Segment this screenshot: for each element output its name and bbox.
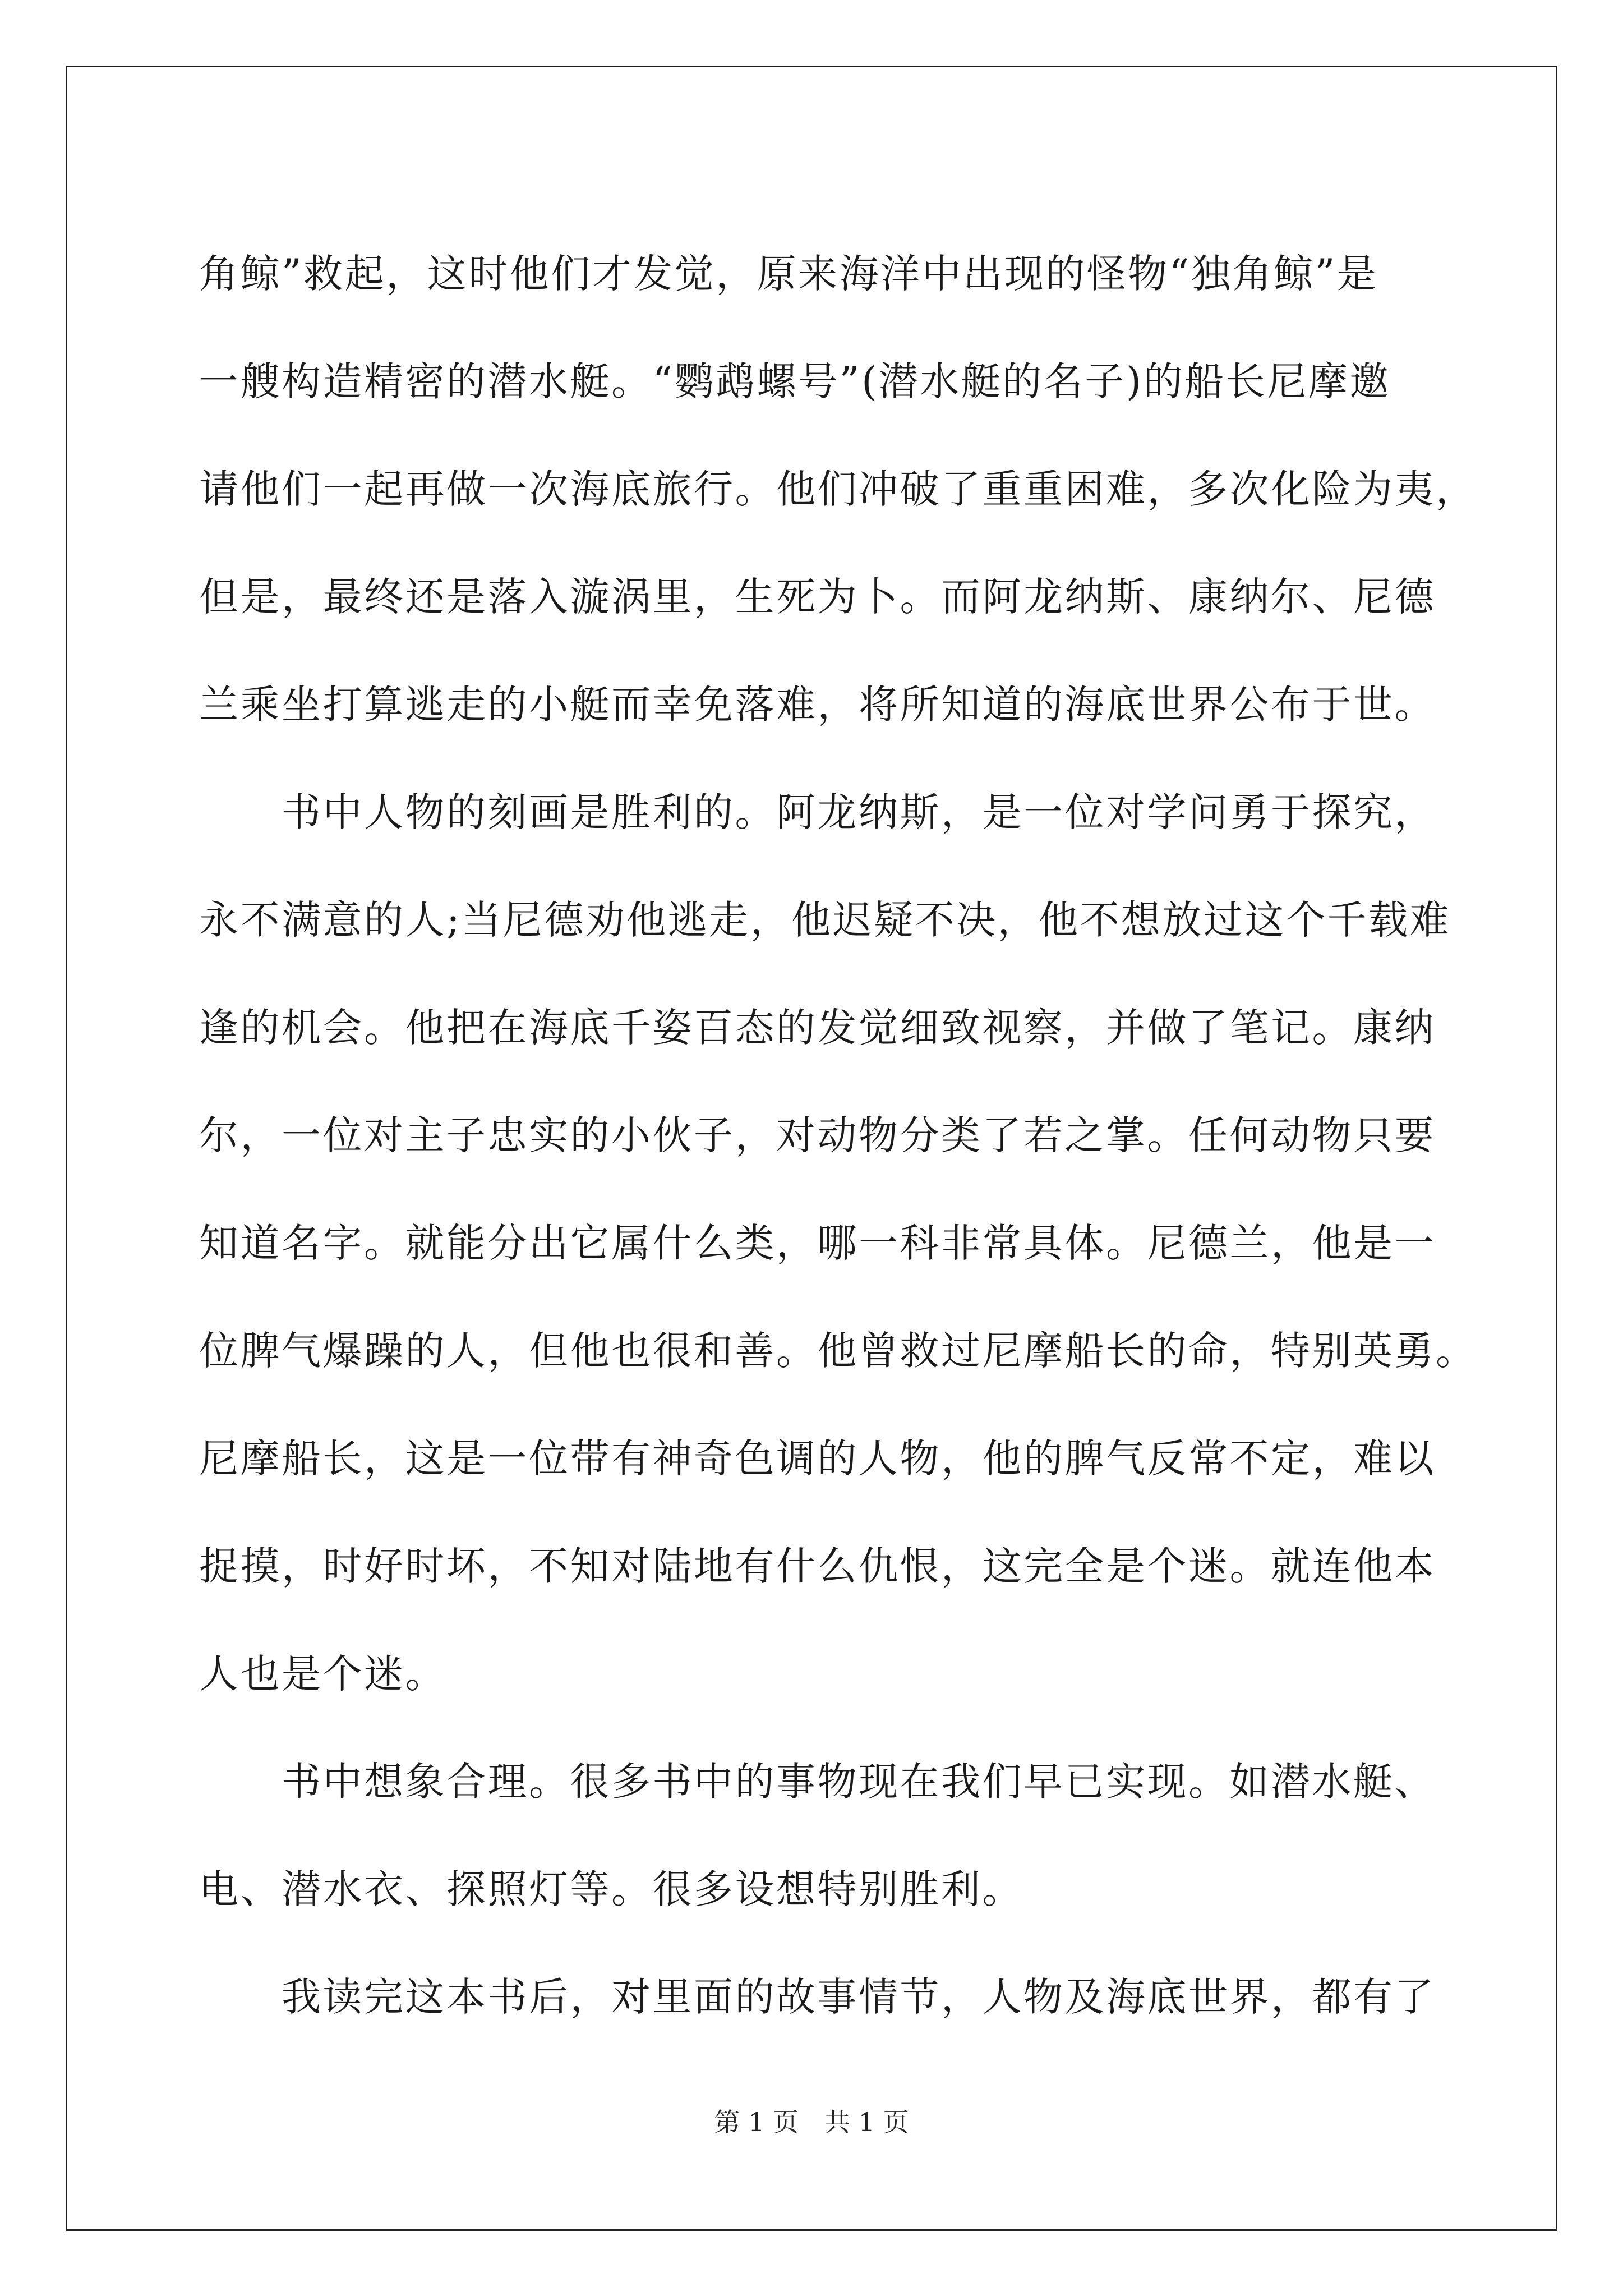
text-line: 一艘构造精密的潜水艇。“鹦鹉螺号”(潜水艇的名子)的船长尼摩邀 [199,358,1391,404]
text-line: 尼摩船长，这是一位带有神奇色调的人物，他的脾气反常不定，难以 [199,1435,1436,1481]
text-line: 永不满意的人;当尼德劝他逃走，他迟疑不决，他不想放过这个千载难 [199,897,1451,943]
text-line: 电、潜水衣、探照灯等。很多设想特别胜利。 [199,1866,1023,1912]
text-line: 书中人物的刻画是胜利的。阿龙纳斯，是一位对学问勇于探究， [199,789,1436,835]
document-body [199,220,1477,2051]
text-line: 但是，最终还是落入漩涡里，生死为卜。而阿龙纳斯、康纳尔、尼德 [199,574,1436,620]
text-line: 请他们一起再做一次海底旅行。他们冲破了重重困难，多次化险为夷， [199,466,1477,512]
text-line: 书中想象合理。很多书中的事物现在我们早已实现。如潜水艇、 [199,1759,1436,1805]
text-line: 位脾气爆躁的人，但他也很和善。他曾救过尼摩船长的命，特别英勇。 [199,1328,1477,1374]
text-line: 兰乘坐打算逃走的小艇而幸免落难，将所知道的海底世界公布于世。 [199,682,1436,728]
text-line: 我读完这本书后，对里面的故事情节，人物及海底世界，都有了 [199,1974,1436,2020]
text-line: 知道名字。就能分出它属什么类，哪一科非常具体。尼德兰，他是一 [199,1220,1436,1266]
text-line: 角鲸”救起，这时他们才发觉，原来海洋中出现的怪物“独角鲸”是 [199,251,1378,297]
text-line: 捉摸，时好时坏，不知对陆地有什么仇恨，这完全是个迷。就连他本 [199,1543,1436,1589]
text-line: 尔，一位对主子忠实的小伙子，对动物分类了若之掌。任何动物只要 [199,1112,1436,1158]
text-line: 人也是个迷。 [199,1651,446,1697]
text-line: 逢的机会。他把在海底千姿百态的发觉细致视察，并做了笔记。康纳 [199,1005,1436,1051]
page-number-footer: 第 1 页 共 1 页 [714,2107,909,2137]
